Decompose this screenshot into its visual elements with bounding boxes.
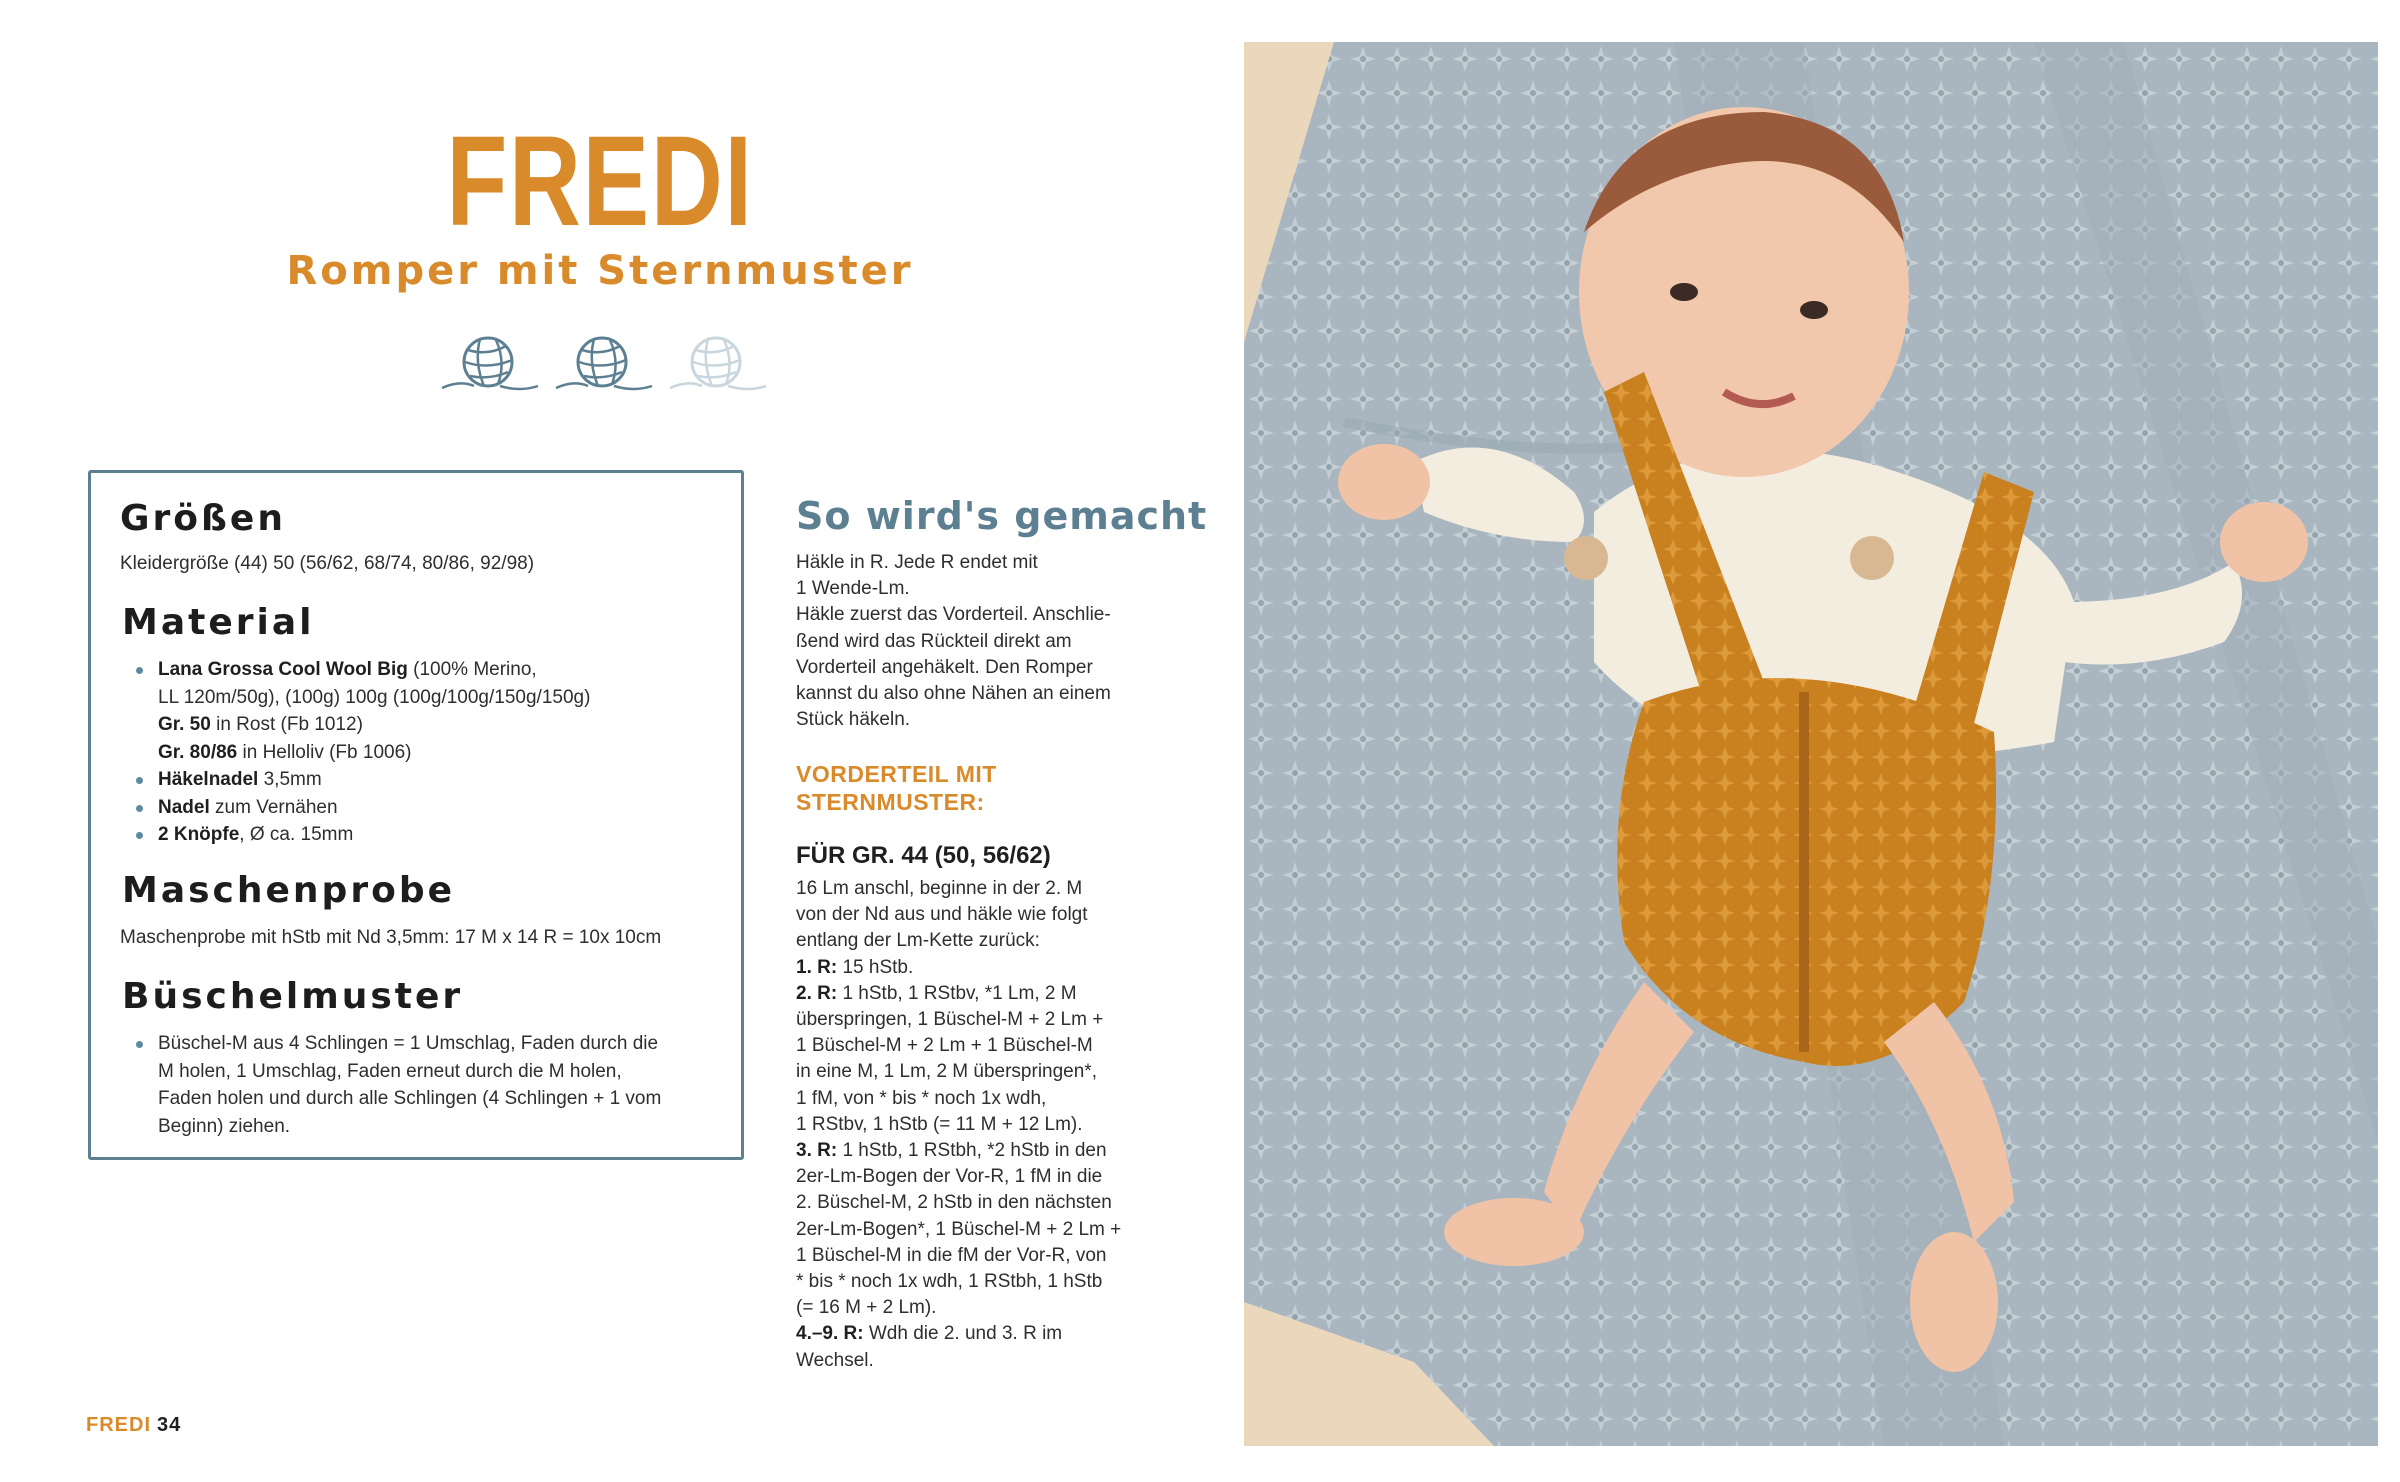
cluster-list bbox=[122, 1030, 722, 1140]
howto-heading: So wird's gemacht bbox=[796, 494, 1208, 538]
list-item: Gr. 80/86 in Helloliv (Fb 1006) bbox=[158, 741, 412, 763]
page-number: 34 bbox=[157, 1414, 182, 1436]
instructions: 16 Lm anschl, beginne in der 2. M von der Nd aus und häkle wie folgt entlang der Lm-Kette zurück: 1. R: 15 hStb. 2. R: 1 hStb, 1 RStbv, *1 Lm, 2 M überspringen, 1 Büschel-M + 2 Lm + 1 Büschel-M + 2 Lm + 1 Büschel-M in eine M, 1 Lm, 2 M überspringen*, 1 fM, von * bis * noch 1x wdh, 1 RStbv, 1 hStb (= 11 M + 12 Lm). 3. R: 1 hStb, 1 RStbh, *2 hStb in den 2er-Lm-Bogen der Vor-R, 1 fM in die 2. Büschel-M, 2 hStb in den nächsten 2er-Lm-Bogen*, 1 Büschel-M + 2 Lm + 1 Büschel-M in die fM der Vor-R, von * bis * noch 1x wdh, 1 RStbh, 1 hStb (= 16 M + 2 Lm). 4.–9. R: Wdh die 2. und 3. R im Wechsel. bbox=[796, 878, 1122, 1371]
size-heading: FÜR GR. 44 (50, 56/62) bbox=[796, 842, 1051, 869]
list-item: M holen, 1 Umschlag, Faden erneut durch die M holen, bbox=[158, 1060, 622, 1082]
page-footer bbox=[86, 1414, 181, 1437]
list-item: 2 Knöpfe, Ø ca. 15mm bbox=[122, 821, 722, 849]
yarn-ball-empty-icon bbox=[668, 334, 768, 394]
list-item: Beginn) ziehen. bbox=[158, 1115, 291, 1137]
list-item: Büschel-M aus 4 Schlingen = 1 Umschlag, Faden durch die bbox=[122, 1030, 722, 1058]
yarn-ball-icon bbox=[440, 334, 540, 394]
cluster-heading: Büschelmuster bbox=[122, 976, 464, 1017]
difficulty-rating bbox=[440, 334, 770, 394]
yarn-ball-icon bbox=[554, 334, 654, 394]
gauge-heading: Maschenprobe bbox=[122, 870, 455, 911]
list-item: Häkelnadel 3,5mm bbox=[122, 766, 722, 794]
photo-illustration bbox=[1244, 42, 2378, 1446]
baby-romper-photo bbox=[1244, 42, 2378, 1446]
list-item: Faden holen und durch alle Schlingen (4 Schlingen + 1 vom bbox=[158, 1088, 662, 1109]
recipe-title: FREDI bbox=[446, 110, 754, 253]
list-item: Gr. 50 in Rost (Fb 1012) bbox=[158, 714, 363, 735]
list-item: LL 120m/50g), (100g) 100g (100g/100g/150g/150g) bbox=[158, 686, 591, 708]
list-item: Lana Grossa Cool Wool Big (100% Merino, bbox=[122, 656, 722, 684]
list-item: Nadel zum Vernähen bbox=[122, 794, 722, 822]
sizes-heading: Größen bbox=[120, 498, 286, 539]
material-heading: Material bbox=[122, 602, 315, 643]
sizes-text: Kleidergröße (44) 50 (56/62, 68/74, 80/86, 92/98) bbox=[120, 553, 535, 574]
recipe-subtitle: Romper mit Sternmuster bbox=[286, 248, 914, 294]
gauge-text: Maschenprobe mit hStb mit Nd 3,5mm: 17 M x 14 R = 10x 10cm bbox=[120, 927, 662, 948]
howto-intro: Häkle in R. Jede R endet mit 1 Wende-Lm. Häkle zuerst das Vorderteil. Anschlie- ßend wird das Rückteil direkt am Vorderteil angehäkelt. Den Romper kannst du also ohne Nähen an einem Stück häkeln. bbox=[796, 552, 1111, 731]
footer-title: FREDI bbox=[86, 1414, 151, 1436]
material-list bbox=[122, 656, 722, 849]
section-heading: VORDERTEIL MIT STERNMUSTER: bbox=[796, 761, 997, 815]
